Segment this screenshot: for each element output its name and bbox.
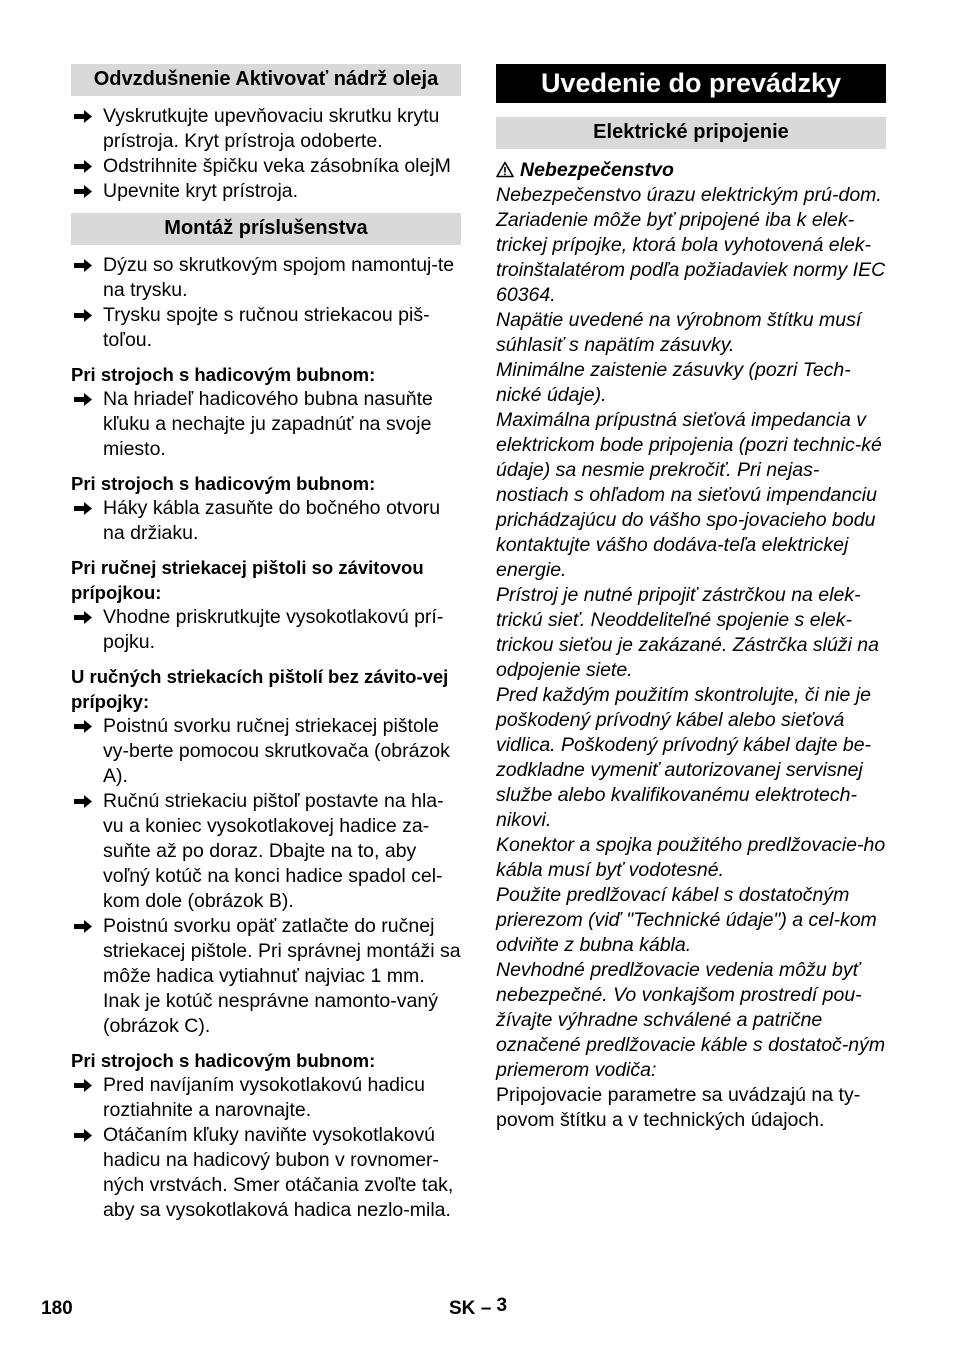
- step-text: Ručnú striekaciu pištoľ postavte na hla-vu a koniec vysokotlakovej hadice za-suňte až po doraz. Dbajte na to, aby voľný kotúč na konci hadice spadol cel-kom dole (obrázok B).: [103, 790, 444, 912]
- steps-unthreaded-gun: [71, 714, 461, 1039]
- warning-triangle-icon: [496, 161, 514, 178]
- arrow-right-icon: [73, 258, 93, 273]
- subheading-threaded-gun: Pri ručnej striekacej pištoli so závitovou prípojkou:: [71, 557, 424, 603]
- arrow-right-icon: [73, 159, 93, 174]
- step-item: [71, 253, 461, 303]
- steps-hose-drum-1: [71, 387, 461, 462]
- warning-paragraph: Konektor a spojka použitého predlžovacie-ho kábla musí byť vodotesné.: [496, 834, 886, 881]
- footer-subpage: 3: [496, 1295, 508, 1316]
- warning-paragraph: Napätie uvedené na výrobnom štítku musí súhlasiť s napätím zásuvky.: [496, 309, 862, 356]
- arrow-right-icon: [73, 501, 93, 516]
- step-text: Poistnú svorku ručnej striekacej pištole vy-berte pomocou skrutkovača (obrázok A).: [103, 715, 450, 787]
- warning-paragraph: Nevhodné predlžovacie vedenia môžu byť nebezpečné. Vo vonkajšom prostredí pou-žívajte výhradne schválené a patrične označené predlžovacie káble s dostatoč-ným priemerom vodiča:: [496, 959, 886, 1081]
- steps-hose-drum-2: [71, 496, 461, 546]
- step-text: Pred navíjaním vysokotlakovú hadicu roztiahnite a narovnajte.: [103, 1074, 425, 1121]
- step-text: Vyskrutkujte upevňovaciu skrutku krytu prístroja. Kryt prístroja odoberte.: [103, 105, 440, 152]
- step-text: Odstrihnite špičku veka zásobníka olejM: [103, 155, 451, 177]
- subheading-hose-drum-1: Pri strojoch s hadicovým bubnom:: [71, 364, 376, 385]
- arrow-right-icon: [73, 184, 93, 199]
- subheading-hose-drum-2: Pri strojoch s hadicovým bubnom:: [71, 473, 376, 494]
- warning-paragraph: Prístroj je nutné pripojiť zástrčkou na elek-trickú sieť. Neoddeliteľné spojenie s elek-trickou sieťou je zakázané. Zástrčka slúži na odpojenie siete.: [496, 584, 879, 681]
- step-text: Upevnite kryt prístroja.: [103, 180, 299, 202]
- footer-lang: SK: [449, 1298, 476, 1319]
- arrow-right-icon: [73, 794, 93, 809]
- steps-hose-drum-3: [71, 1073, 461, 1223]
- step-item: [71, 303, 461, 353]
- arrow-right-icon: [73, 392, 93, 407]
- warning-paragraph: Pred každým použitím skontrolujte, či nie je poškodený prívodný kábel alebo sieťová vidlica. Poškodený prívodný kábel dajte be-zodkladne vymeniť autorizovanej servisnej službe alebo kvalifikovanému elektrotech-nikovi.: [496, 684, 872, 831]
- right-column: [496, 64, 886, 1133]
- section-heading-accessories: Montáž príslušenstva: [71, 213, 461, 245]
- warning-paragraph: Zariadenie môže byť pripojené iba k elek-trickej prípojke, ktorá bola vyhotovená elek-troinštalatérom podľa požiadaviek normy IEC 60364.: [496, 209, 886, 306]
- step-item: [71, 1123, 461, 1223]
- step-item: [71, 387, 461, 462]
- page-footer-lang: [449, 1295, 508, 1320]
- plain-paragraph: Pripojovacie parametre sa uvádzajú na ty-povom štítku a v technických údajoch.: [496, 1084, 861, 1131]
- section-heading-oil-tank: Odvzdušnenie Aktivovať nádrž oleja: [71, 64, 461, 96]
- page-number: 180: [41, 1298, 73, 1319]
- subheading-hose-drum-3: Pri strojoch s hadicovým bubnom:: [71, 1050, 376, 1071]
- arrow-right-icon: [73, 610, 93, 625]
- warning-paragraph: Maximálna prípustná sieťová impedancia v elektrickom bode pripojenia (pozri technic-ké údaje) sa nesmie prekročiť. Pri nejas-nostiach s ohľadom na sieťovú impendanciu prichádzajúcu do vášho spo-jovacieho bodu kontaktujte vášho dodáva-teľa elektrickej energie.: [496, 409, 882, 581]
- subheading-unthreaded-gun: U ručných striekacích pištolí bez závito-vej prípojky:: [71, 666, 449, 712]
- chapter-title: Uvedenie do prevádzky: [496, 64, 886, 103]
- arrow-right-icon: [73, 1128, 93, 1143]
- warning-paragraph: Minimálne zaistenie zásuvky (pozri Tech-nické údaje).: [496, 359, 851, 406]
- step-item: [71, 605, 461, 655]
- warning-paragraph: Použite predlžovací kábel s dostatočným prierezom (viď "Technické údaje") a cel-kom odviňte z bubna kábla.: [496, 884, 877, 956]
- step-item: [71, 104, 461, 154]
- steps-oil-tank: [71, 104, 461, 204]
- arrow-right-icon: [73, 919, 93, 934]
- step-text: Vhodne priskrutkujte vysokotlakovú prí-pojku.: [103, 606, 444, 653]
- arrow-right-icon: [73, 1078, 93, 1093]
- left-column: [71, 64, 461, 1223]
- step-item: [71, 1073, 461, 1123]
- warning-label: Nebezpečenstvo: [520, 159, 674, 181]
- step-item: [71, 914, 461, 1039]
- arrow-right-icon: [73, 109, 93, 124]
- footer-dash: –: [480, 1298, 492, 1319]
- step-item: [71, 496, 461, 546]
- step-text: Poistnú svorku opäť zatlačte do ručnej striekacej pištole. Pri správnej montáži sa môže hadica vytiahnuť najviac 1 mm. Inak je kotúč nesprávne namonto-vaný (obrázok C).: [103, 915, 461, 1037]
- step-text: Dýzu so skrutkovým spojom namontuj-te na trysku.: [103, 254, 455, 301]
- steps-accessories: [71, 253, 461, 353]
- step-text: Háky kábla zasuňte do bočného otvoru na držiaku.: [103, 497, 441, 544]
- step-text: Na hriadeľ hadicového bubna nasuňte kľuku a nechajte ju zapadnúť na svoje miesto.: [103, 388, 433, 460]
- step-text: Otáčaním kľuky naviňte vysokotlakovú hadicu na hadicový bubon v rovnomer-ných vrstvách. Smer otáčania zvoľte tak, aby sa vysokotlaková hadica nezlo-mila.: [103, 1124, 454, 1221]
- step-item: [71, 179, 461, 204]
- step-item: [71, 154, 461, 179]
- arrow-right-icon: [73, 308, 93, 323]
- steps-threaded-gun: [71, 605, 461, 655]
- step-text: Trysku spojte s ručnou striekacou piš-toľou.: [103, 304, 430, 351]
- section-heading-electrical: Elektrické pripojenie: [496, 117, 886, 149]
- step-item: [71, 714, 461, 789]
- arrow-right-icon: [73, 719, 93, 734]
- warning-paragraph: Nebezpečenstvo úrazu elektrickým prú-dom.: [496, 184, 882, 206]
- warning-heading: [496, 158, 886, 183]
- warning-paragraphs: [496, 183, 886, 1083]
- step-item: [71, 789, 461, 914]
